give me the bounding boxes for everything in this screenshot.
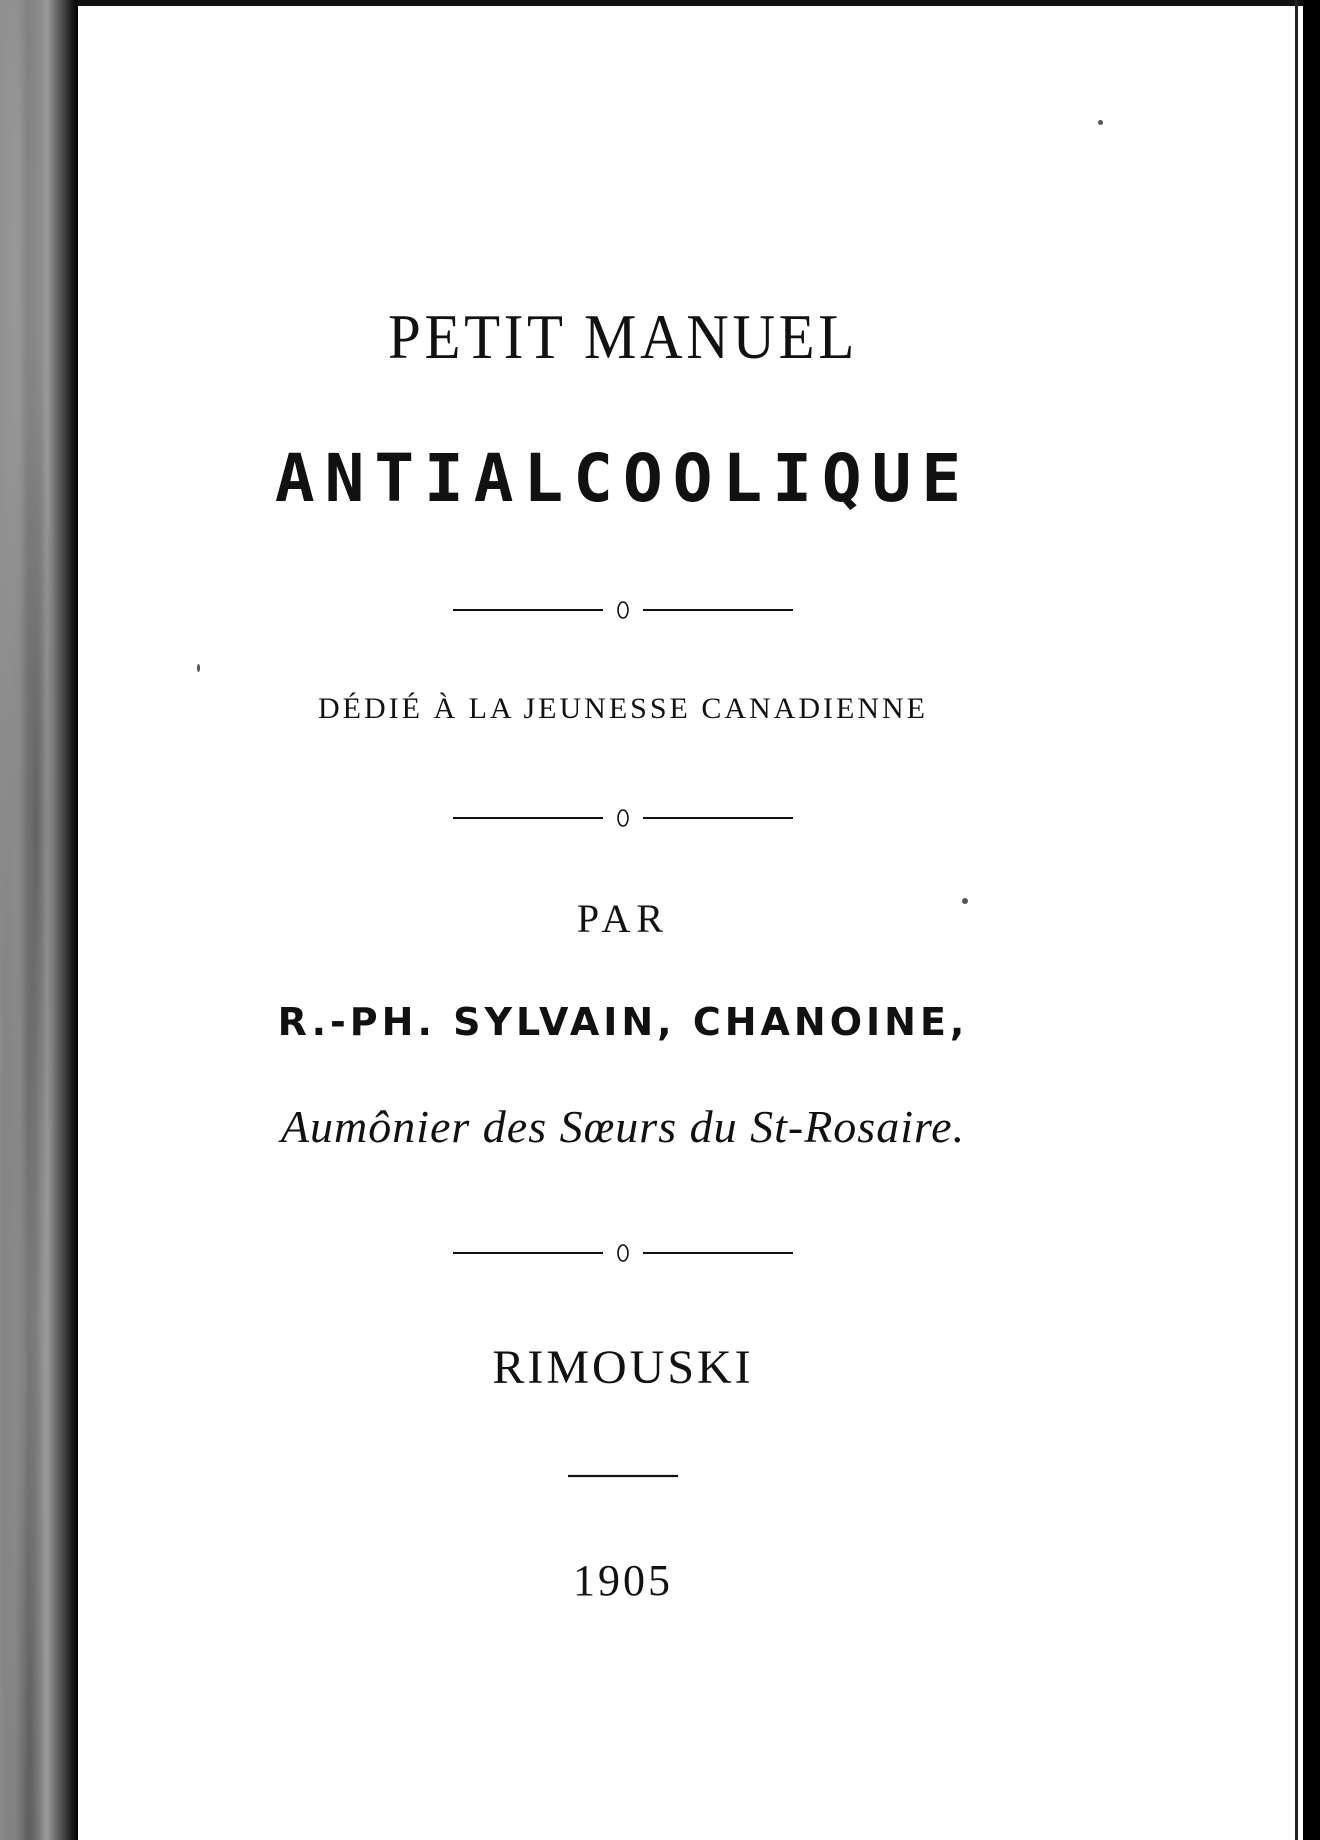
title-line-1: PETIT MANUEL bbox=[388, 301, 858, 372]
publication-place: RIMOUSKI bbox=[492, 1341, 754, 1394]
short-rule bbox=[78, 1466, 1168, 1486]
dedication: DÉDIÉ À LA JEUNESSE CANADIENNE bbox=[318, 692, 928, 725]
scan-top-border bbox=[78, 0, 1320, 6]
publication-year: 1905 bbox=[573, 1556, 673, 1605]
title-line-2: ANTIALCOOLIQUE bbox=[274, 440, 972, 517]
scan-speck bbox=[962, 898, 968, 904]
author-role: Aumônier des Sœurs du St-Rosaire. bbox=[280, 1101, 966, 1152]
scan-speck bbox=[1098, 120, 1103, 125]
ornamental-separator bbox=[78, 808, 1168, 828]
author-name: R.-PH. SYLVAIN, CHANOINE, bbox=[277, 1000, 969, 1044]
ornamental-separator bbox=[78, 1243, 1168, 1263]
ornamental-separator bbox=[78, 600, 1168, 620]
scan-right-rule bbox=[1295, 0, 1298, 1840]
binding-texture bbox=[0, 0, 60, 1840]
scan-speck bbox=[197, 664, 200, 672]
scan-right-border bbox=[1303, 0, 1320, 1840]
by-line: PAR bbox=[576, 896, 670, 941]
